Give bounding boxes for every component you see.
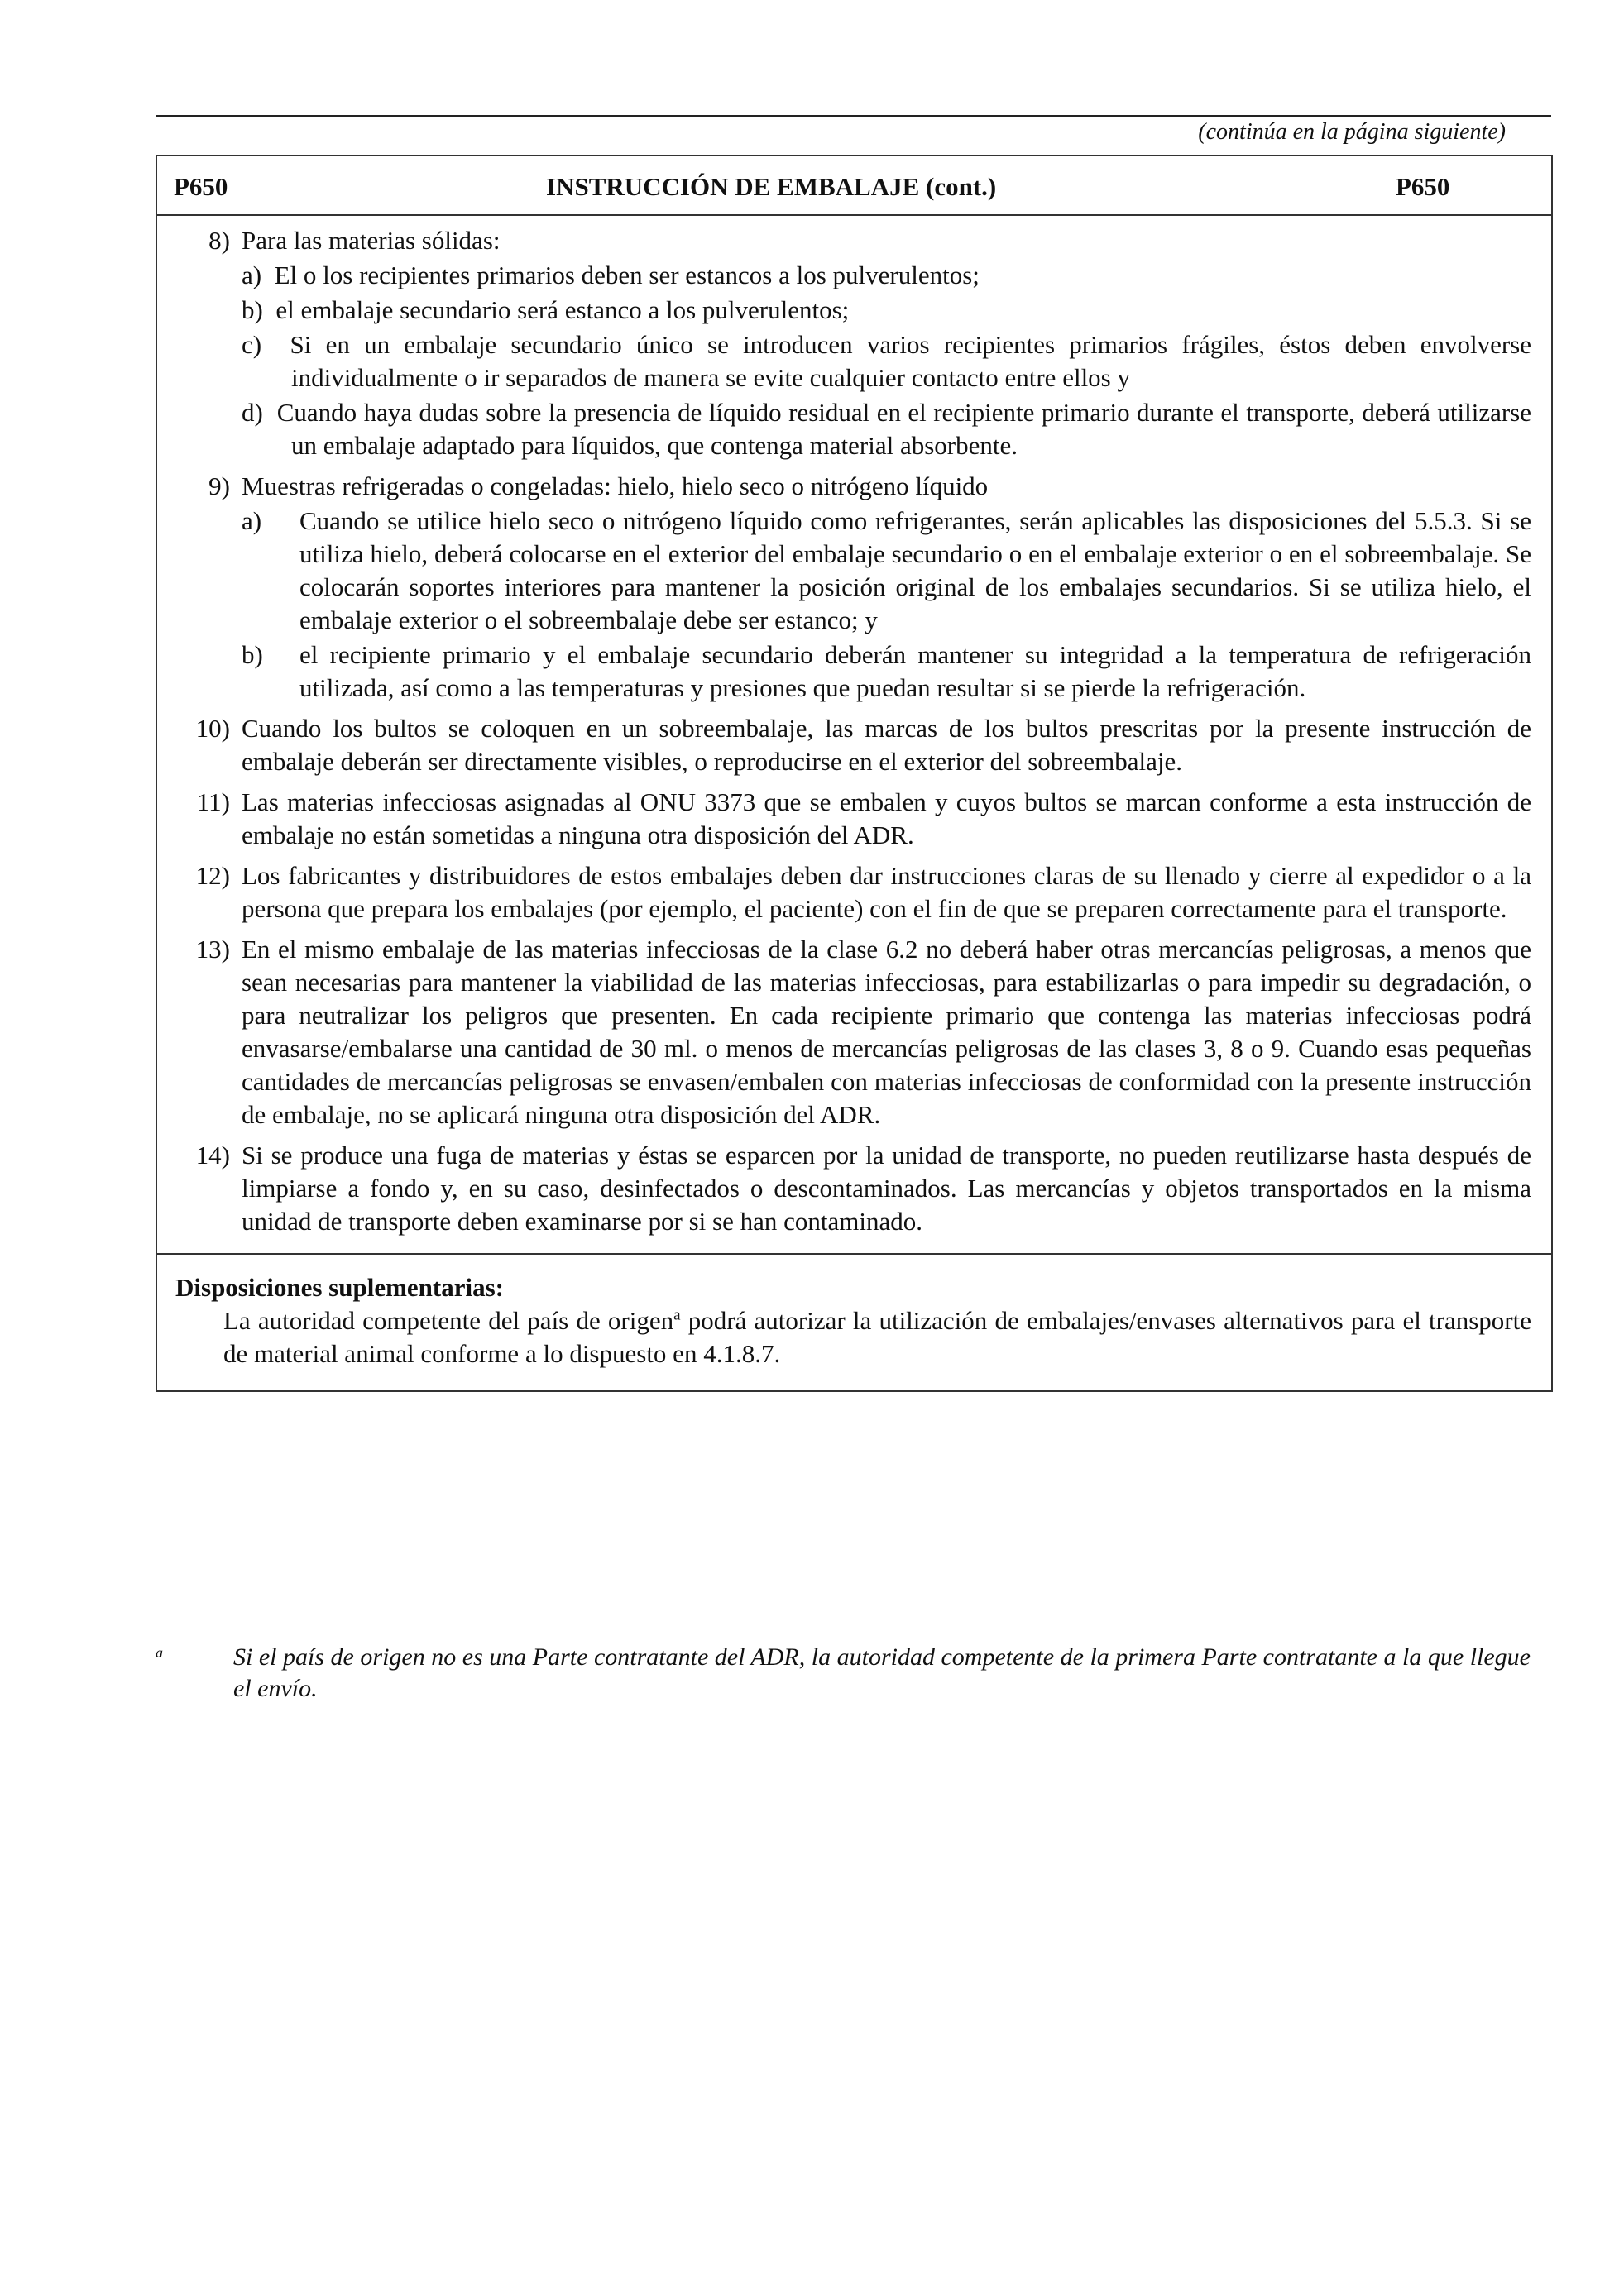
item-text: Los fabricantes y distribuidores de estos embalajes deben dar instrucciones claras de su llenado y cierre al expedidor o a la persona que prepara los embalajes (por ejemplo, el paciente) con el fin de que se preparen correctamente para el transporte. bbox=[242, 861, 1531, 923]
item-text: Las materias infecciosas asignadas al ONU 3373 que se embalen y cuyos bultos se marcan conforme a esta instrucción de embalaje no están sometidas a ninguna otra disposición del ADR. bbox=[242, 787, 1531, 849]
supplementary-provisions bbox=[157, 1255, 1551, 1390]
sub-item bbox=[242, 396, 1531, 462]
sub-letter: a) bbox=[242, 506, 262, 535]
footnote-ref: a bbox=[673, 1306, 681, 1324]
item-number: 9) bbox=[208, 471, 230, 500]
footnote-text: Si el país de origen no es una Parte contratante del ADR, la autoridad competente de la primera Parte contratante a la que llegue el envío. bbox=[233, 1643, 1531, 1702]
supplementary-text-start: La autoridad competente del país de origen bbox=[223, 1306, 674, 1335]
top-rule bbox=[156, 115, 1551, 117]
footnote bbox=[156, 1642, 1531, 1705]
item-text: Cuando los bultos se coloquen en un sobreembalaje, las marcas de los bultos prescritas por la presente instrucción de embalaje deberán ser directamente visibles, o reproducirse en el exterior del sobreembalaje. bbox=[242, 714, 1531, 776]
item-number: 10) bbox=[195, 714, 230, 743]
sub-letter: d) bbox=[242, 398, 263, 427]
list-item-8 bbox=[174, 224, 1531, 462]
sub-item bbox=[242, 259, 1531, 292]
item-number: 13) bbox=[195, 935, 230, 964]
table-header bbox=[157, 156, 1551, 216]
item-text: Si se produce una fuga de materias y éstas se esparcen por la unidad de transporte, no pueden reutilizarse hasta después de limpiarse a fondo y, en su caso, desinfectados o descontaminados. Las mercancías y objetos transportados en la misma unidad de transporte deben examinarse por si se han contaminado. bbox=[242, 1141, 1531, 1236]
list-item-14 bbox=[174, 1139, 1531, 1238]
supplementary-text bbox=[175, 1304, 1531, 1370]
packing-instruction-table bbox=[156, 155, 1553, 1392]
header-title: INSTRUCCIÓN DE EMBALAJE (cont.) bbox=[546, 172, 997, 201]
sub-item bbox=[242, 639, 1531, 705]
header-code-right: P650 bbox=[1396, 172, 1450, 201]
item-number: 12) bbox=[195, 861, 230, 890]
sub-text: el embalaje secundario será estanco a los pulverulentos; bbox=[275, 295, 850, 324]
supplementary-title: Disposiciones suplementarias: bbox=[175, 1273, 504, 1302]
footnote-mark: a bbox=[156, 1644, 163, 1661]
sub-letter: a) bbox=[242, 261, 262, 289]
item-text: En el mismo embalaje de las materias infecciosas de la clase 6.2 no deberá haber otras mercancías peligrosas, a menos que sean necesarias para mantener la viabilidad de las materias infecciosas, para estabilizarlas o para impedir su degradación, o para neutralizar los peligros que presenten. En cada recipiente primario que contenga las materias infecciosas podrá envasarse/embalarse una cantidad de 30 ml. o menos de mercancías peligrosas de las clases 3, 8 o 9. Cuando esas pequeñas cantidades de mercancías peligrosas se envasen/embalen con materias infecciosas de conformidad con la presente instrucción de embalaje, no se aplicará ninguna otra disposición del ADR. bbox=[242, 935, 1531, 1129]
sub-text: Cuando se utilice hielo seco o nitrógeno líquido como refrigerantes, serán aplicables las disposiciones del 5.5.3. Si se utiliza hielo, deberá colocarse en el exterior del embalaje secundario o en el embalaje exterior o en el sobreembalaje. Se colocarán soportes interiores para mantener la posición original de los embalajes secundarios. Si se utiliza hielo, el embalaje exterior o el sobreembalaje debe ser estanco; y bbox=[299, 506, 1531, 634]
list-item-12 bbox=[174, 859, 1531, 926]
item-number: 11) bbox=[196, 787, 230, 816]
sub-text: el recipiente primario y el embalaje secundario deberán mantener su integridad a la temperatura de refrigeración utilizada, así como a las temperaturas y presiones que puedan resultar si se pierde la refrigeración. bbox=[299, 640, 1531, 702]
sub-text: El o los recipientes primarios deben ser estancos a los pulverulentos; bbox=[274, 261, 980, 289]
sub-item bbox=[242, 294, 1531, 327]
list-item-10 bbox=[174, 712, 1531, 778]
sub-item bbox=[242, 328, 1531, 395]
sub-letter: c) bbox=[242, 330, 262, 359]
instruction-list bbox=[157, 216, 1551, 1255]
sub-text: Cuando haya dudas sobre la presencia de líquido residual en el recipiente primario durante el transporte, deberá utilizarse un embalaje adaptado para líquidos, que contenga material absorbente. bbox=[276, 398, 1531, 460]
list-item-11 bbox=[174, 786, 1531, 852]
list-item-13 bbox=[174, 933, 1531, 1131]
item-number: 8) bbox=[208, 226, 230, 255]
sub-letter: b) bbox=[242, 640, 263, 669]
supplementary-text-end: podrá autorizar la utilización de embalajes/envases alternativos para el transporte de material animal conforme a lo dispuesto en 4.1.8.7. bbox=[223, 1306, 1531, 1368]
item-text: Muestras refrigeradas o congeladas: hielo, hielo seco o nitrógeno líquido bbox=[242, 471, 989, 500]
sub-item bbox=[242, 505, 1531, 637]
list-item-9 bbox=[174, 470, 1531, 705]
sub-letter: b) bbox=[242, 295, 263, 324]
item-text: Para las materias sólidas: bbox=[242, 226, 501, 255]
sub-text: Si en un embalaje secundario único se introducen varios recipientes primarios frágiles, éstos deben envolverse individualmente o ir separados de manera se evite cualquier contacto entre ellos y bbox=[290, 330, 1531, 392]
header-code-left: P650 bbox=[174, 172, 228, 201]
item-number: 14) bbox=[195, 1141, 230, 1170]
continued-note: (continúa en la página siguiente) bbox=[1198, 119, 1506, 145]
